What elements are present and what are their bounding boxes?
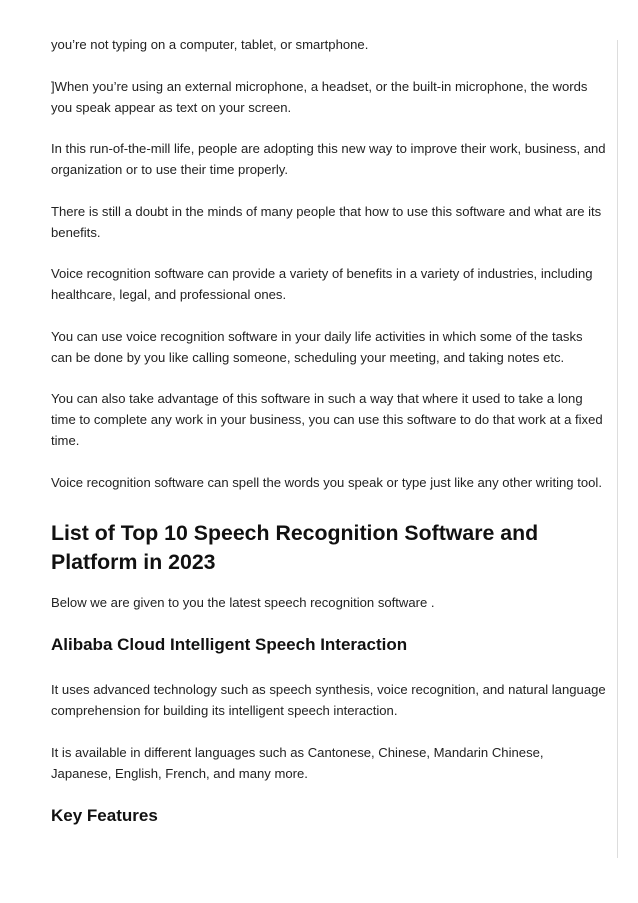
paragraph: Voice recognition software can spell the words you speak or type just like any other writing tool. [51,474,602,490]
paragraph: ]When you’re using an external microphone, a headset, or the built-in microphone, the words you speak appear as text on your screen. [51,78,588,115]
paragraph: You can also take advantage of this software in such a way that where it used to take a long time to complete any work in your business, you can use this software to do that work at a fixed time. [51,391,603,448]
article-body [51,34,607,828]
page-edge-rule [617,40,618,858]
paragraph: you’re not typing on a computer, tablet, or smartphone. [51,37,369,52]
paragraph: In this run-of-the-mill life, people are adopting this new way to improve their work, business, and organization or to use their time properly. [51,141,606,177]
paragraph: It uses advanced technology such as speech synthesis, voice recognition, and natural language comprehension for building its intelligent speech interaction. [51,682,606,718]
section-heading: List of Top 10 Speech Recognition Software and Platform in 2023 [51,520,539,574]
paragraph: There is still a doubt in the minds of many people that how to use this software and what are its benefits. [51,203,602,240]
subsection-heading: Alibaba Cloud Intelligent Speech Interaction [51,635,408,654]
paragraph: You can use voice recognition software in your daily life activities in which some of the tasks can be done by you like calling someone, scheduling your meeting, and taking notes etc. [51,328,583,365]
paragraph: It is available in different languages such as Cantonese, Chinese, Mandarin Chinese, Japanese, English, French, and many more. [51,744,544,781]
key-features-heading: Key Features [51,806,158,825]
paragraph: Voice recognition software can provide a variety of benefits in a variety of industries, including healthcare, legal, and professional ones. [51,266,593,302]
section-intro: Below we are given to you the latest speech recognition software . [51,594,435,610]
